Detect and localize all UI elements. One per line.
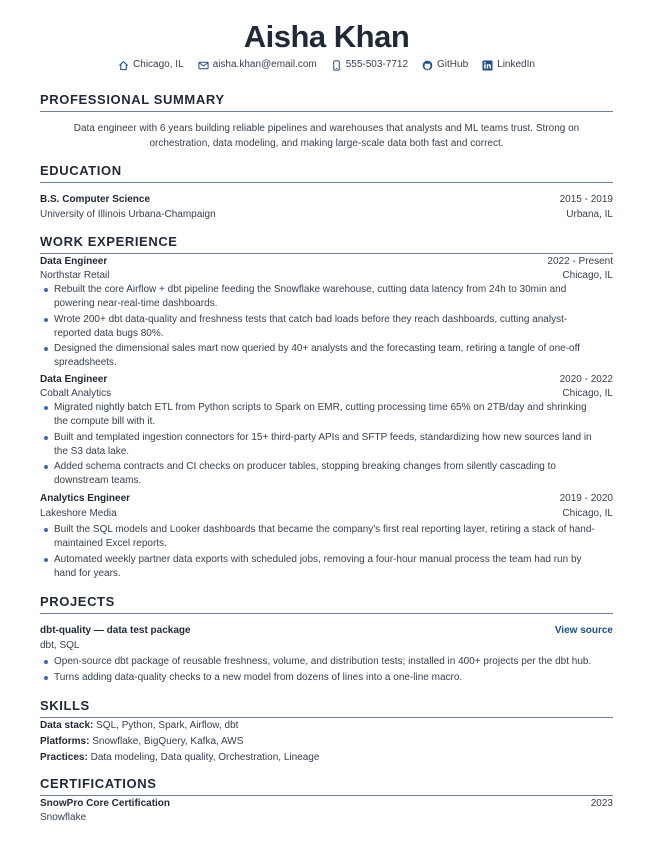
- job-title: Analytics Engineer: [40, 493, 131, 504]
- job-location: Chicago, IL: [562, 388, 613, 399]
- job-dates: 2020 - 2022: [559, 374, 613, 385]
- job-bullets: [40, 401, 600, 490]
- list-item: Migrated nightly batch ETL from Python scripts to Spark on EMR, cutting processing time 65% on 2TB/day and shrinking the compute bill with it.: [40, 401, 600, 429]
- contact-phone-text[interactable]: 555-503-7712: [345, 59, 409, 70]
- certification-issuer: Snowflake: [40, 812, 87, 823]
- job-location: Chicago, IL: [562, 508, 613, 519]
- job-bullets: [40, 523, 600, 582]
- certification-header-row: [40, 797, 613, 811]
- mail-icon: [198, 60, 209, 71]
- project-name: dbt-quality — data test package: [40, 625, 191, 636]
- job-title: Data Engineer: [40, 256, 108, 267]
- certification-year: 2023: [590, 798, 613, 809]
- skill-value: Data modeling, Data quality, Orchestration, Lineage: [90, 752, 320, 763]
- section-title-summary: PROFESSIONAL SUMMARY: [40, 91, 613, 112]
- education-school: University of Illinois Urbana-Champaign: [40, 209, 216, 220]
- github-icon: [422, 60, 433, 71]
- job-company: Northstar Retail: [40, 270, 110, 281]
- job-company-row: [40, 507, 613, 521]
- job-header-row: [40, 492, 613, 506]
- project-tech: dbt, SQL: [40, 640, 80, 651]
- contact-email[interactable]: [198, 58, 317, 72]
- list-item: Designed the dimensional sales mart now queried by 40+ analysts and the forecasting team, retiring a tangle of one-off spreadsheets.: [40, 342, 600, 370]
- list-item: Added schema contracts and CI checks on producer tables, stopping breaking changes from silently cascading to downstream teams.: [40, 460, 600, 488]
- job-company: Cobalt Analytics: [40, 388, 112, 399]
- job-company-row: [40, 269, 613, 283]
- job-dates: 2022 - Present: [547, 256, 613, 267]
- contact-github-text[interactable]: GitHub: [437, 59, 469, 70]
- list-item: Open-source dbt package of reusable freshness, volume, and distribution tests; installed in 400+ projects per the dbt hub.: [40, 655, 600, 669]
- contact-linkedin-text[interactable]: LinkedIn: [497, 59, 535, 70]
- job-dates: 2019 - 2020: [559, 493, 613, 504]
- skill-label: Data stack:: [40, 720, 97, 731]
- education-school-row: [40, 208, 613, 222]
- summary-text: Data engineer with 6 years building reliable pipelines and warehouses that analysts and ML teams trust. Strong on orchestration, data modeling, and making large-scale data both fast and correct.: [73, 123, 580, 149]
- project-tech-row: [40, 639, 613, 653]
- list-item: Rebuilt the core Airflow + dbt pipeline feeding the Snowflake warehouse, cutting data latency from 24h to 30min and powering near-real-time dashboards.: [40, 283, 600, 311]
- project-header-row: [40, 624, 613, 638]
- list-item: Built the SQL models and Looker dashboards that became the company's first real reporting layer, retiring a stack of hand-maintained Excel reports.: [40, 523, 600, 551]
- skill-value: Snowflake, BigQuery, Kafka, AWS: [92, 736, 244, 747]
- contact-linkedin[interactable]: [482, 58, 535, 72]
- contact-phone[interactable]: [331, 58, 408, 72]
- contact-location-text: Chicago, IL: [133, 59, 184, 70]
- skill-label: Practices:: [40, 752, 91, 763]
- contact-bar: [40, 58, 613, 72]
- certification-name: SnowPro Core Certification: [40, 798, 171, 809]
- skill-row: [40, 735, 613, 749]
- job-header-row: [40, 255, 613, 269]
- certification-issuer-row: [40, 811, 613, 825]
- contact-github[interactable]: [422, 58, 468, 72]
- skill-value: SQL, Python, Spark, Airflow, dbt: [96, 720, 239, 731]
- skill-row: [40, 719, 613, 733]
- education-location: Urbana, IL: [566, 209, 613, 220]
- section-title-education: EDUCATION: [40, 162, 613, 183]
- education-degree: B.S. Computer Science: [40, 194, 151, 205]
- skill-label: Platforms:: [40, 736, 93, 747]
- linkedin-icon: [482, 60, 493, 71]
- home-icon: [118, 60, 129, 71]
- job-bullets: [40, 283, 600, 372]
- education-dates: 2015 - 2019: [559, 194, 613, 205]
- section-title-certifications: CERTIFICATIONS: [40, 775, 613, 796]
- contact-location: [118, 58, 184, 72]
- job-company: Lakeshore Media: [40, 508, 117, 519]
- view-source-link[interactable]: View source: [554, 625, 613, 636]
- section-title-work: WORK EXPERIENCE: [40, 233, 613, 254]
- job-header-row: [40, 373, 613, 387]
- list-item: Turns adding data-quality checks to a new model from dozens of lines into a one-line macro.: [40, 671, 600, 685]
- job-company-row: [40, 387, 613, 401]
- phone-icon: [331, 60, 342, 71]
- job-location: Chicago, IL: [562, 270, 613, 281]
- candidate-name: Aisha Khan: [243, 19, 410, 54]
- section-title-projects: PROJECTS: [40, 593, 613, 614]
- contact-email-text[interactable]: aisha.khan@email.com: [212, 59, 317, 70]
- list-item: Wrote 200+ dbt data-quality and freshness tests that catch bad loads before they reach dashboards, cutting analyst-reported data bugs 80%.: [40, 313, 600, 341]
- job-title: Data Engineer: [40, 374, 108, 385]
- education-header-row: [40, 193, 613, 207]
- skill-row: [40, 751, 613, 765]
- list-item: Built and templated ingestion connectors for 15+ third-party APIs and SFTP feeds, standardizing how new sources land in the S3 data lake.: [40, 431, 600, 459]
- section-title-skills: SKILLS: [40, 697, 613, 718]
- project-bullets: [40, 655, 600, 686]
- list-item: Automated weekly partner data exports with scheduled jobs, removing a four-hour manual process the team had run by hand for years.: [40, 553, 600, 581]
